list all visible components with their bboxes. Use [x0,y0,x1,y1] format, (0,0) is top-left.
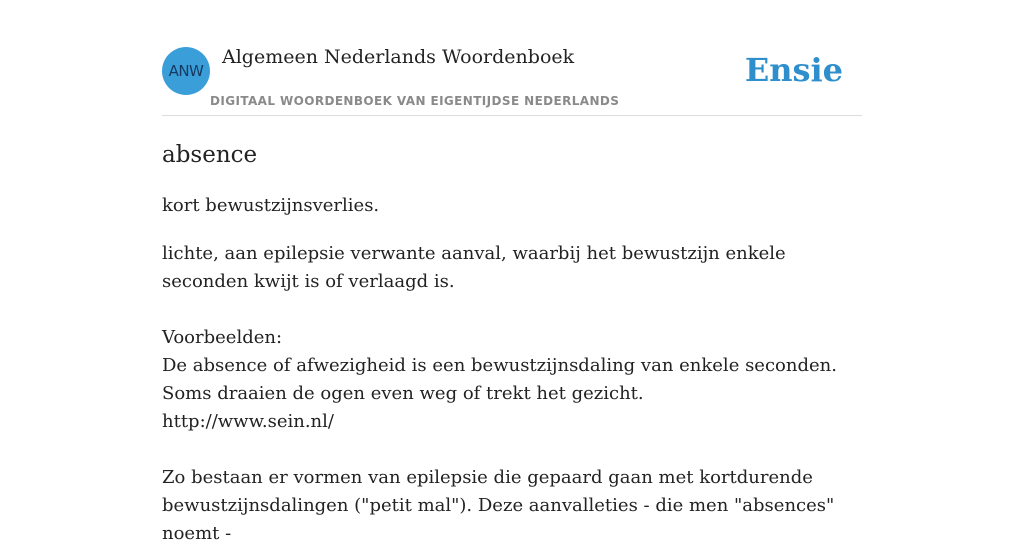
page [162,0,862,548]
site-title[interactable]: Algemeen Nederlands Woordenboek [222,46,575,68]
site-subtitle: DIGITAAL WOORDENBOEK VAN EIGENTIJDSE NEDERLANDS [210,94,620,108]
site-header [162,0,862,116]
entry-definition: kort bewustzijnsverlies. [162,195,380,216]
entry-term: absence [162,142,258,168]
anw-logo[interactable] [162,47,210,95]
ensie-brand-link[interactable]: Ensie [744,51,843,89]
logo-text: ANW [168,62,204,80]
entry-description: lichte, aan epilepsie verwante aanval, waarbij het bewustzijn enkele seconden kwijt is of verlaagd is. Voorbeelden: De absence of afwezigheid is een bewustzijnsdaling van enkele seconden. Soms draaien de ogen even weg of trekt het gezicht. http://www.sein.nl/ Zo bestaan er vormen van epilepsie die gepaard gaan met kortdurende bewustzijnsdalingen ("petit mal"). Deze aanvalleties - die men "absences" noemt - [162,243,837,544]
